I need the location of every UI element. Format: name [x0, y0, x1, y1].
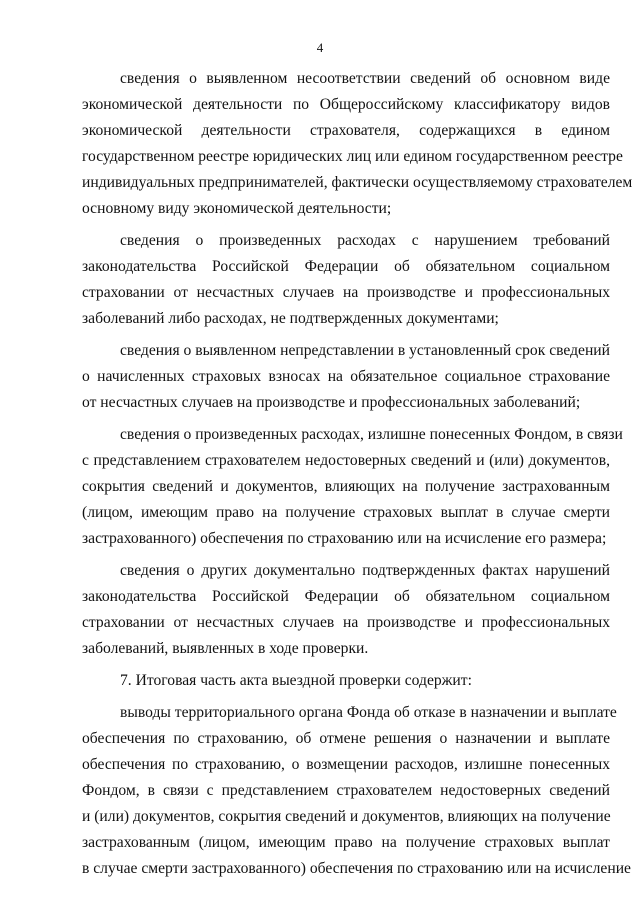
- text-line: законодательства Российской Федерации об обязательном социальном: [82, 258, 610, 275]
- text-line: 7. Итоговая часть акта выездной проверки содержит:: [120, 672, 472, 689]
- text-line: с представлением страхователем недостоверных сведений и (или) документов,: [82, 452, 610, 469]
- text-line: о начисленных страховых взносах на обязательное социальное страхование: [82, 368, 610, 385]
- text-line: индивидуальных предпринимателей, фактически осуществляемому страхователем: [82, 174, 633, 191]
- text-line: выводы территориального органа Фонда об отказе в назначении и выплате: [120, 704, 617, 721]
- text-line: государственном реестре юридических лиц или едином государственном реестре: [82, 148, 623, 165]
- text-line: сведения о выявленном несоответствии сведений об основном виде: [120, 70, 610, 87]
- text-line: в случае смерти застрахованного) обеспечения по страхованию или на исчисление: [82, 860, 631, 877]
- text-line: страховании от несчастных случаев на производстве и профессиональных: [82, 284, 610, 301]
- page-number: 4: [316, 40, 324, 55]
- text-line: сведения о произведенных расходах, излишне понесенных Фондом, в связи: [120, 426, 623, 443]
- text-line: обеспечения по страхованию, о возмещении расходов, излишне понесенных: [82, 756, 610, 773]
- text-line: основному виду экономической деятельности;: [82, 200, 392, 217]
- text-line: обеспечения по страхованию, об отмене решения о назначении и выплате: [82, 730, 610, 747]
- text-line: (лицом, имеющим право на получение страховых выплат в случае смерти: [82, 504, 610, 521]
- text-line: и (или) документов, сокрытия сведений и документов, влияющих на получение: [82, 808, 611, 825]
- text-line: экономической деятельности страхователя, содержащихся в едином: [82, 122, 610, 139]
- text-line: законодательства Российской Федерации об обязательном социальном: [82, 588, 610, 605]
- text-line: сведения о произведенных расходах с нарушением требований: [120, 232, 610, 249]
- text-line: сведения о других документально подтвержденных фактах нарушений: [120, 562, 610, 579]
- text-line: застрахованным (лицом, имеющим право на получение страховых выплат: [82, 834, 610, 851]
- text-line: от несчастных случаев на производстве и профессиональных заболеваний;: [82, 394, 581, 411]
- text-line: сведения о выявленном непредставлении в установленный срок сведений: [120, 342, 610, 359]
- text-line: экономической деятельности по Общероссийскому классификатору видов: [82, 96, 610, 113]
- text-line: Фондом, в связи с представлением страхователем недостоверных сведений: [82, 782, 610, 799]
- text-line: страховании от несчастных случаев на производстве и профессиональных: [82, 614, 610, 631]
- text-line: заболеваний, выявленных в ходе проверки.: [82, 640, 369, 657]
- text-line: сокрытия сведений и документов, влияющих на получение застрахованным: [82, 478, 610, 495]
- text-line: застрахованного) обеспечения по страхованию или на исчисление его размера;: [82, 530, 607, 547]
- text-line: заболеваний либо расходах, не подтвержденных документами;: [82, 310, 499, 327]
